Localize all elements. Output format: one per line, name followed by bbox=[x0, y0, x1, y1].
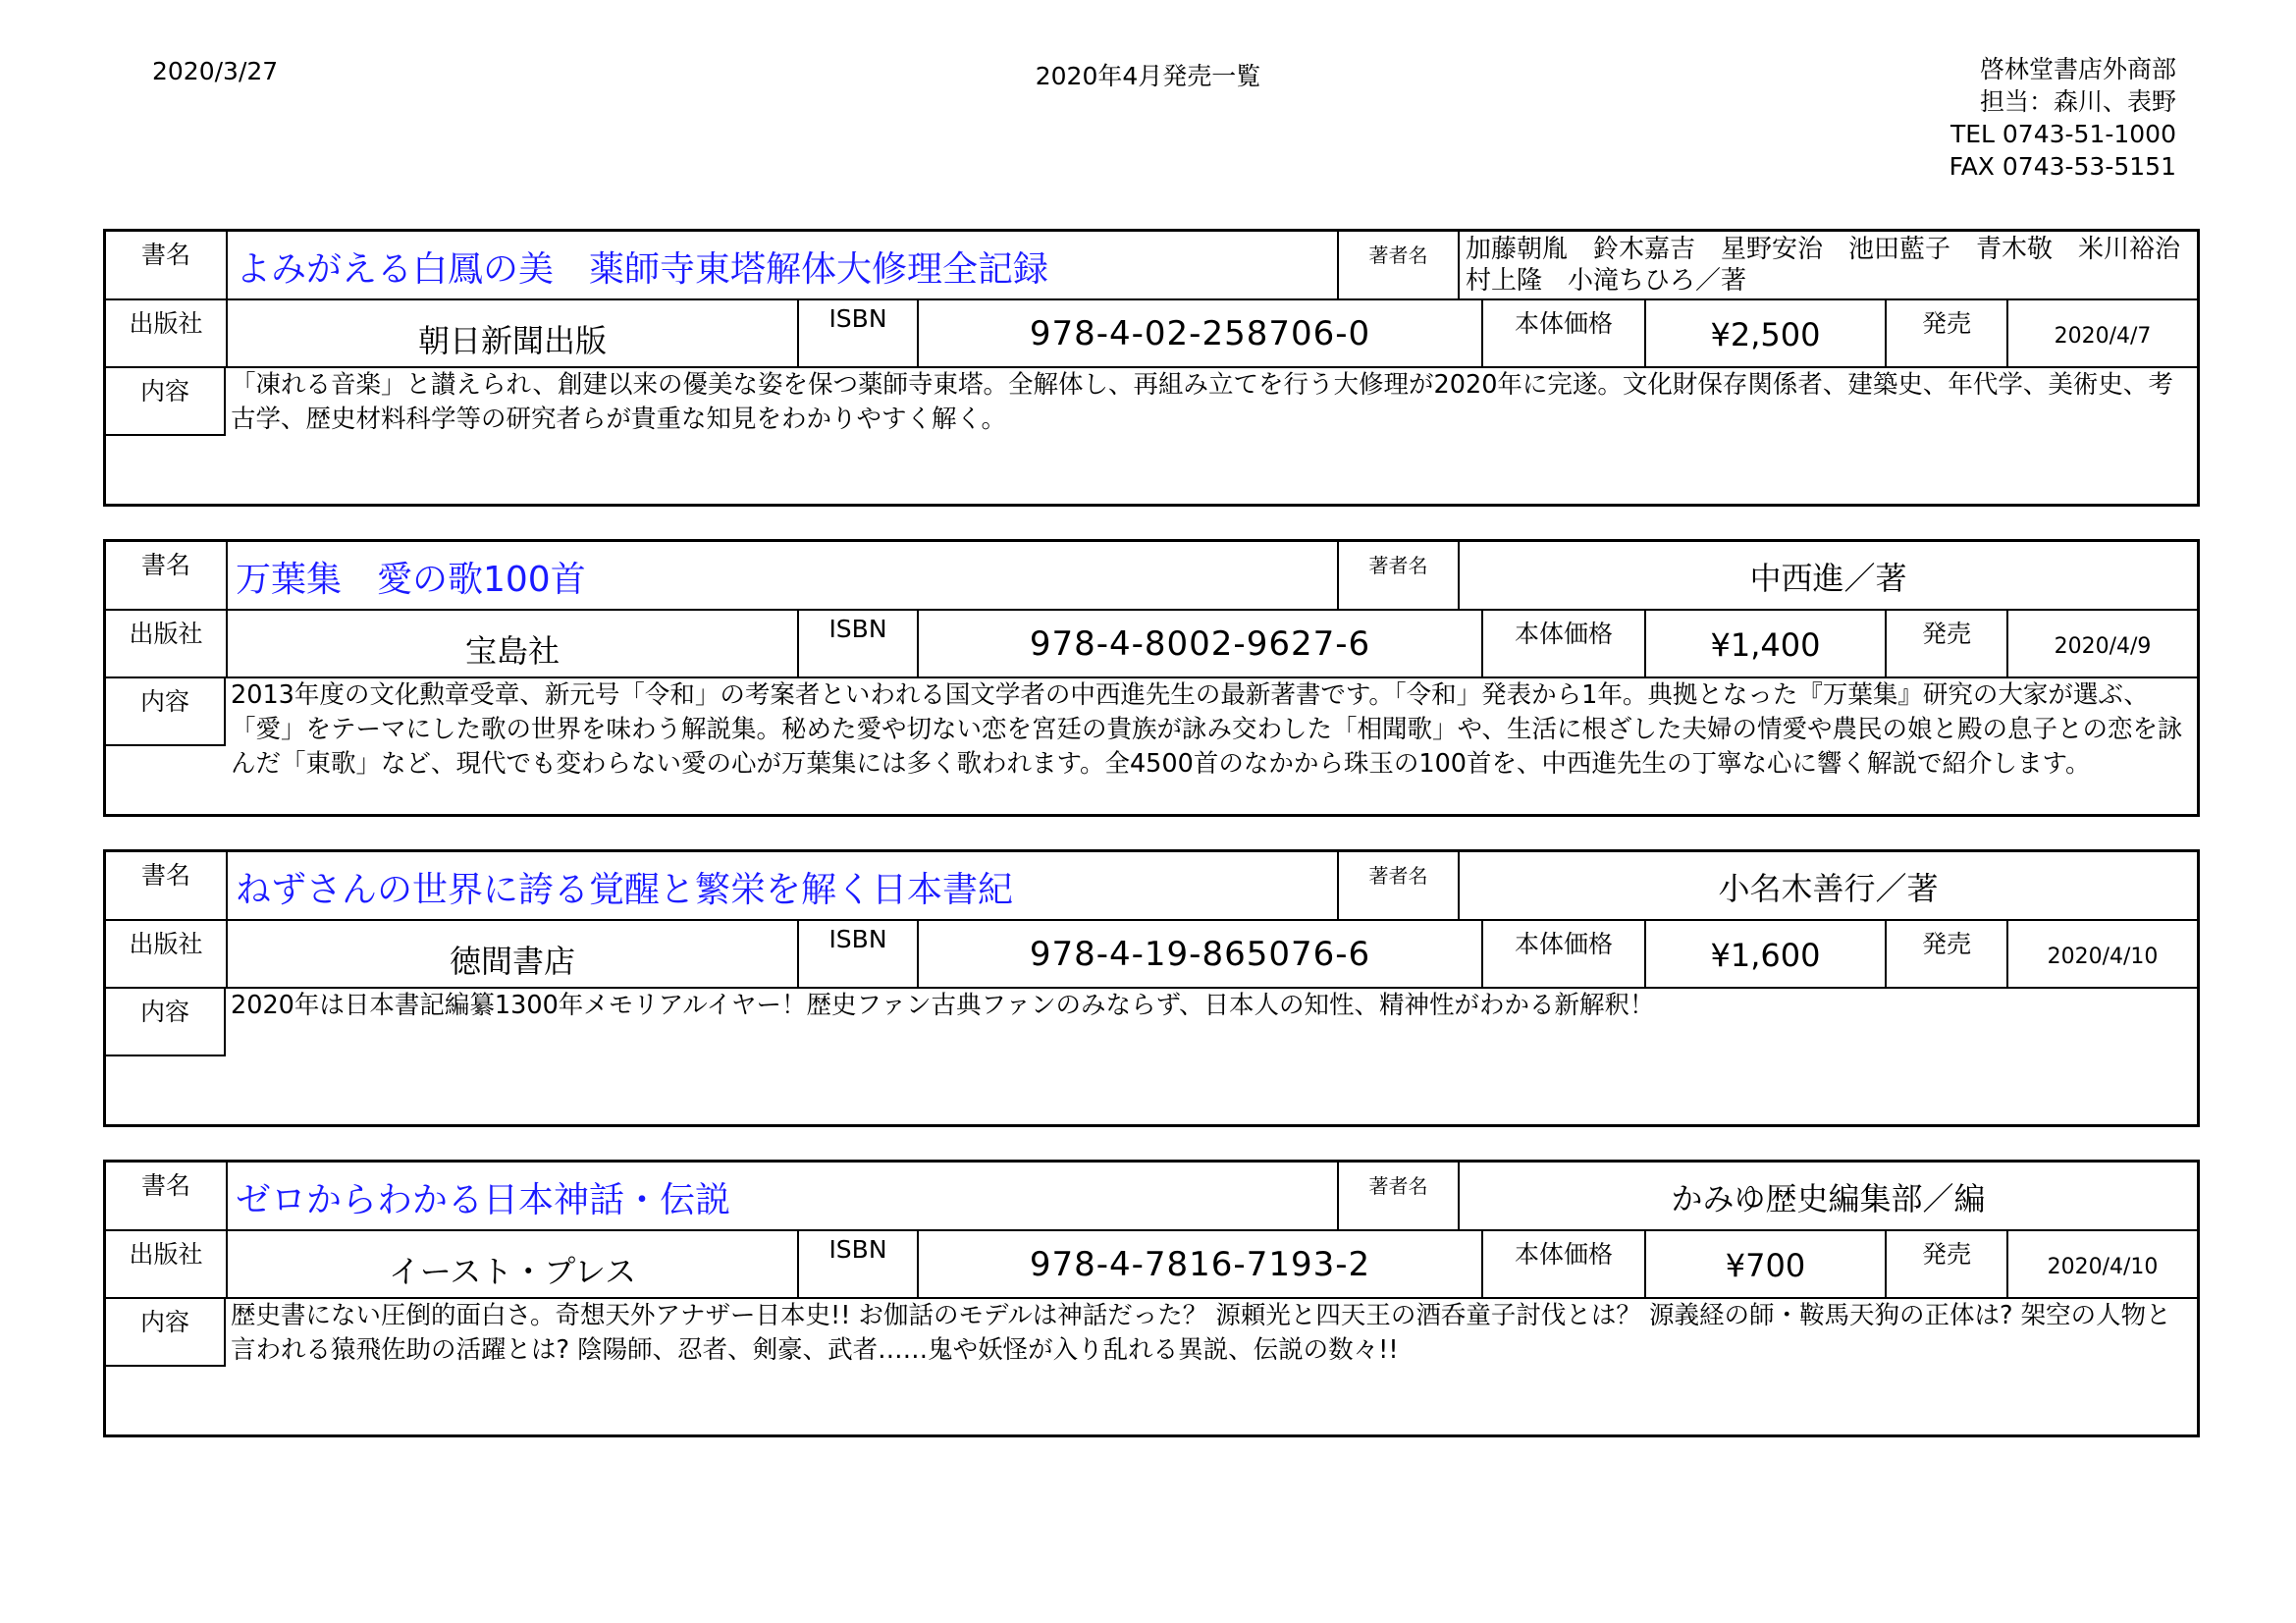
company-name: 啓林堂書店外商部 bbox=[1979, 55, 2176, 83]
title-label: 書名 bbox=[140, 861, 190, 890]
title-label: 書名 bbox=[140, 551, 190, 579]
book-title: 万葉集 愛の歌100首 bbox=[226, 542, 1337, 609]
isbn-label: ISBN bbox=[797, 1231, 917, 1297]
book-price: ¥2,500 bbox=[1644, 300, 1885, 366]
book-release-date: 2020/4/9 bbox=[2006, 611, 2197, 676]
isbn-label: ISBN bbox=[797, 300, 917, 366]
fax-number: FAX 0743-53-5151 bbox=[1949, 152, 2176, 181]
isbn-label: ISBN bbox=[797, 921, 917, 987]
info-row bbox=[106, 1231, 2197, 1299]
book-price: ¥1,600 bbox=[1644, 921, 1885, 987]
info-row bbox=[106, 921, 2197, 989]
book-release-date: 2020/4/10 bbox=[2006, 1231, 2197, 1297]
author-label: 著者名 bbox=[1337, 542, 1458, 609]
book-isbn: 978-4-02-258706-0 bbox=[917, 300, 1481, 366]
book-publisher: イースト・プレス bbox=[226, 1231, 797, 1297]
page-title: 2020年4月発売一覧 bbox=[1035, 62, 1261, 90]
info-row bbox=[106, 611, 2197, 678]
book-author: 小名木善行／著 bbox=[1458, 852, 2197, 919]
price-label: 本体価格 bbox=[1481, 611, 1644, 676]
author-label: 著者名 bbox=[1337, 232, 1458, 298]
title-row bbox=[106, 542, 2197, 611]
book-entry bbox=[103, 849, 2200, 1127]
release-label: 発売 bbox=[1885, 611, 2006, 676]
release-label: 発売 bbox=[1885, 1231, 2006, 1297]
content-row bbox=[106, 678, 2197, 814]
title-label: 書名 bbox=[140, 1171, 190, 1200]
content-label: 内容 bbox=[106, 368, 226, 436]
book-title: ゼロからわかる日本神話・伝説 bbox=[226, 1163, 1337, 1229]
content-row bbox=[106, 368, 2197, 504]
publisher-label: 出版社 bbox=[129, 1240, 203, 1269]
publisher-label: 出版社 bbox=[129, 930, 203, 958]
publisher-label: 出版社 bbox=[129, 309, 203, 338]
book-price: ¥700 bbox=[1644, 1231, 1885, 1297]
title-label: 書名 bbox=[140, 241, 190, 269]
book-author: かみゆ歴史編集部／編 bbox=[1458, 1163, 2197, 1229]
publisher-label: 出版社 bbox=[129, 620, 203, 648]
release-label: 発売 bbox=[1885, 300, 2006, 366]
content-label: 内容 bbox=[106, 1299, 226, 1367]
content-label: 内容 bbox=[106, 989, 226, 1056]
release-label: 発売 bbox=[1885, 921, 2006, 987]
book-isbn: 978-4-7816-7193-2 bbox=[917, 1231, 1481, 1297]
book-author: 中西進／著 bbox=[1458, 542, 2197, 609]
info-row bbox=[106, 300, 2197, 368]
content-label: 内容 bbox=[106, 678, 226, 746]
price-label: 本体価格 bbox=[1481, 300, 1644, 366]
price-label: 本体価格 bbox=[1481, 1231, 1644, 1297]
content-row bbox=[106, 1299, 2197, 1434]
book-release-date: 2020/4/10 bbox=[2006, 921, 2197, 987]
book-entry bbox=[103, 1160, 2200, 1437]
author-label: 著者名 bbox=[1337, 852, 1458, 919]
price-label: 本体価格 bbox=[1481, 921, 1644, 987]
author-label: 著者名 bbox=[1337, 1163, 1458, 1229]
book-entry bbox=[103, 229, 2207, 507]
contact-person: 担当：森川、表野 bbox=[1979, 87, 2176, 116]
header-date: 2020/3/27 bbox=[152, 57, 279, 85]
book-description: 「凍れる音楽」と讃えられ、創建以来の優美な姿を保つ薬師寺東塔。全解体し、再組み立てを行う大修理が2020年に完遂。文化財保存関係者、建築史、年代学、美術史、考古学、歴史材料科学等の研究者らが貴重な知見をわかりやすく解く。 bbox=[231, 370, 2173, 434]
book-description: 2013年度の文化勲章受章、新元号「令和」の考案者といわれる国文学者の中西進先生の最新著書です。「令和」発表から1年。典拠となった『万葉集』研究の大家が選ぶ、「愛」をテーマにした歌の世界を味わう解説集。秘めた愛や切ない恋を宮廷の貴族が詠み交わした「相聞歌」や、生活に根ざした夫婦の情愛や農民の娘と殿の息子との恋を詠んだ「東歌」など、現代でも変わらない愛の心が万葉集には多く歌われます。全4500首のなかから珠玉の100首を、中西進先生の丁寧な心に響く解説で紹介します。 bbox=[231, 680, 2183, 779]
book-publisher: 宝島社 bbox=[226, 611, 797, 676]
header-contact-block bbox=[1949, 53, 2176, 183]
title-row bbox=[106, 232, 2207, 300]
isbn-label: ISBN bbox=[797, 611, 917, 676]
book-publisher: 朝日新聞出版 bbox=[226, 300, 797, 366]
book-description: 2020年は日本書記編纂1300年メモリアルイヤー！歴史ファン古典ファンのみならず、日本人の知性、精神性がわかる新解釈！ bbox=[231, 991, 1655, 1020]
book-entry bbox=[103, 539, 2200, 817]
content-row bbox=[106, 989, 2197, 1124]
book-isbn: 978-4-8002-9627-6 bbox=[917, 611, 1481, 676]
book-title: ねずさんの世界に誇る覚醒と繁栄を解く日本書紀 bbox=[226, 852, 1337, 919]
book-release-date: 2020/4/7 bbox=[2006, 300, 2197, 366]
book-title: よみがえる白鳳の美 薬師寺東塔解体大修理全記録 bbox=[226, 232, 1337, 298]
book-description: 歴史書にない圧倒的面白さ。奇想天外アナザー日本史!! お伽話のモデルは神話だった？ 源頼光と四天王の酒呑童子討伐とは？ 源義経の師・鞍馬天狗の正体は? 架空の人物と言われる猿飛佐助の活躍とは? 陰陽師、忍者、剣豪、武者……鬼や妖怪が入り乱れる異説、伝説の数々!! bbox=[231, 1301, 2171, 1365]
book-publisher: 徳間書店 bbox=[226, 921, 797, 987]
tel-number: TEL 0743-51-1000 bbox=[1949, 120, 2176, 148]
book-price: ¥1,400 bbox=[1644, 611, 1885, 676]
title-row bbox=[106, 852, 2197, 921]
title-row bbox=[106, 1163, 2197, 1231]
book-author: 加藤朝胤 鈴木嘉吉 星野安治 池田藍子 青木敬 米川裕治 村上隆 小滝ちひろ／著 bbox=[1458, 232, 2197, 298]
book-isbn: 978-4-19-865076-6 bbox=[917, 921, 1481, 987]
